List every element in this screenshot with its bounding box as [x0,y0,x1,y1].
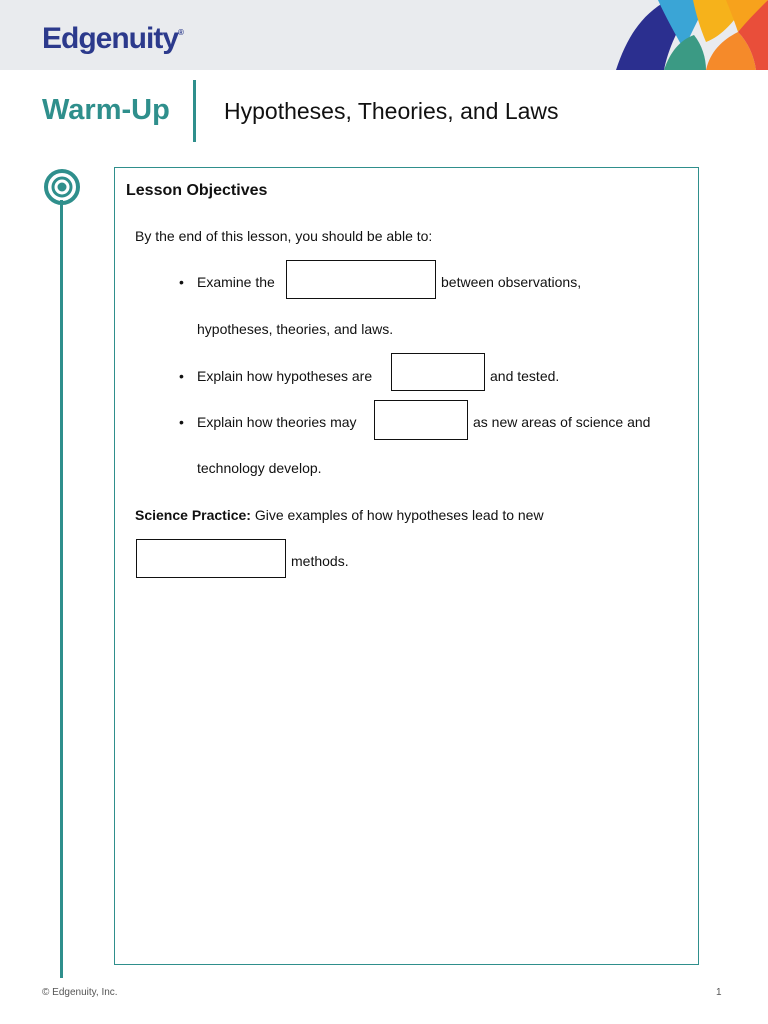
decorative-petals-graphic [598,0,768,70]
brand-logo [42,22,184,56]
page-number: 1 [716,987,722,998]
bullet-2: • [179,368,184,384]
bullet-1: • [179,274,184,290]
target-icon [43,168,81,206]
item1-before: Examine the [197,274,275,290]
item1-after: between observations, [441,274,582,290]
brand-name: Edgenuity [42,22,179,55]
bullet-3: • [179,414,184,430]
objectives-heading: Lesson Objectives [126,182,268,199]
blank-input-1[interactable] [286,260,436,299]
blank-input-2[interactable] [391,353,485,391]
objectives-intro: By the end of this lesson, you should be able to: [135,228,433,244]
item3-after: as new areas of science and [473,414,651,430]
science-practice [135,507,544,523]
item2-after: and tested. [490,368,560,384]
timeline-line [60,200,63,978]
science-practice-label: Science Practice: [135,507,251,523]
item3-continuation: technology develop. [197,460,322,476]
science-practice-text: Give examples of how hypotheses lead to new [254,507,544,523]
lesson-title: Hypotheses, Theories, and Laws [224,98,559,124]
blank-input-3[interactable] [374,400,468,440]
practice-after: methods. [291,553,349,569]
section-label: Warm-Up [42,94,170,126]
brand-registered-mark: ® [178,28,184,37]
blank-input-4[interactable] [136,539,286,578]
title-divider [193,80,196,142]
item1-continuation: hypotheses, theories, and laws. [197,321,394,337]
item2-before: Explain how hypotheses are [197,368,373,384]
item3-before: Explain how theories may [197,414,357,430]
footer-copyright: © Edgenuity, Inc. [42,987,118,998]
